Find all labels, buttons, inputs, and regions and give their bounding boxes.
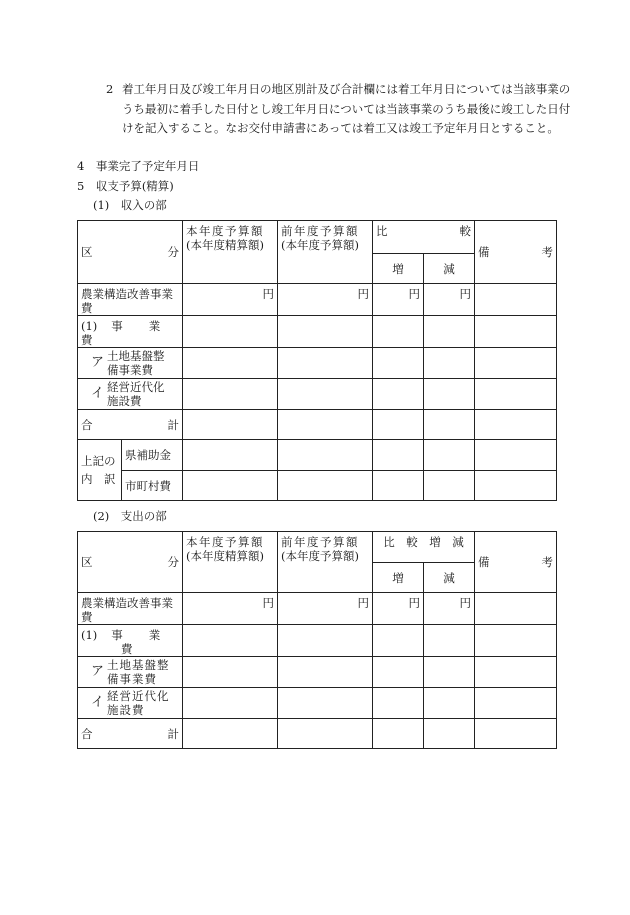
row-total: 合 計 (78, 410, 183, 440)
row-modernization-facility: イ 経営近代化施設費 (78, 379, 183, 410)
header-remarks: 備 考 (475, 221, 557, 284)
header-compare: 比 較 増 減 (373, 532, 475, 563)
cell-yen: 円 (424, 284, 475, 316)
cell-yen: 円 (183, 284, 278, 316)
breakdown-label: 上記の内 訳 (78, 440, 122, 501)
row-project-cost: (1) 事 業 費 (78, 316, 183, 348)
header-decrease: 減 (424, 254, 475, 284)
header-compare: 比 較 (373, 221, 475, 254)
cell-yen: 円 (424, 593, 475, 625)
cell-yen: 円 (278, 593, 373, 625)
cell-yen: 円 (373, 593, 424, 625)
item-4: 4 事業完了予定年月日 (77, 159, 200, 173)
row-main-item: 農業構造改善事業費 (78, 593, 183, 625)
row-land-infrastructure: ア 土地基盤整備事業費 (78, 348, 183, 379)
income-table (77, 220, 557, 501)
note-2 (106, 80, 577, 139)
row-land-infrastructure: ア 土地基盤整備事業費 (78, 657, 183, 688)
header-kubun: 区 分 (78, 221, 183, 284)
header-decrease: 減 (424, 563, 475, 593)
header-current-budget: 本年度予算額 (本年度精算額) (183, 532, 278, 593)
header-increase: 増 (373, 563, 424, 593)
row-main-item: 農業構造改善事業費 (78, 284, 183, 316)
cell-yen: 円 (183, 593, 278, 625)
expense-table (77, 531, 557, 749)
cell-yen: 円 (373, 284, 424, 316)
row-municipal-cost: 市町村費 (122, 471, 183, 501)
header-remarks: 備 考 (475, 532, 557, 593)
item-5: 5 収支予算(精算) (77, 179, 174, 193)
row-total: 合 計 (78, 719, 183, 749)
header-previous-budget: 前年度予算額 (本年度予算額) (278, 221, 373, 284)
cell-yen: 円 (278, 284, 373, 316)
header-current-budget: 本年度予算額 (本年度精算額) (183, 221, 278, 284)
note-number: 2 (106, 82, 114, 96)
note-text: 着工年月日及び竣工年月日の地区別計及び合計欄には着工年月日については当該事業のうち最初に着手した日付とし竣工年月日については当該事業のうち最後に竣工した日付けを記入すること。なお交付申請書にあっては着工又は竣工予定年月日とすること。 (122, 82, 571, 135)
header-previous-budget: 前年度予算額 (本年度予算額) (278, 532, 373, 593)
row-pref-subsidy: 県補助金 (122, 440, 183, 471)
row-project-cost: (1) 事 業 費 (78, 625, 183, 657)
header-kubun: 区 分 (78, 532, 183, 593)
section-income-title: (1) 収入の部 (93, 198, 167, 212)
row-modernization-facility: イ 経営近代化施設費 (78, 688, 183, 719)
section-expense-title: (2) 支出の部 (93, 509, 167, 523)
header-increase: 増 (373, 254, 424, 284)
